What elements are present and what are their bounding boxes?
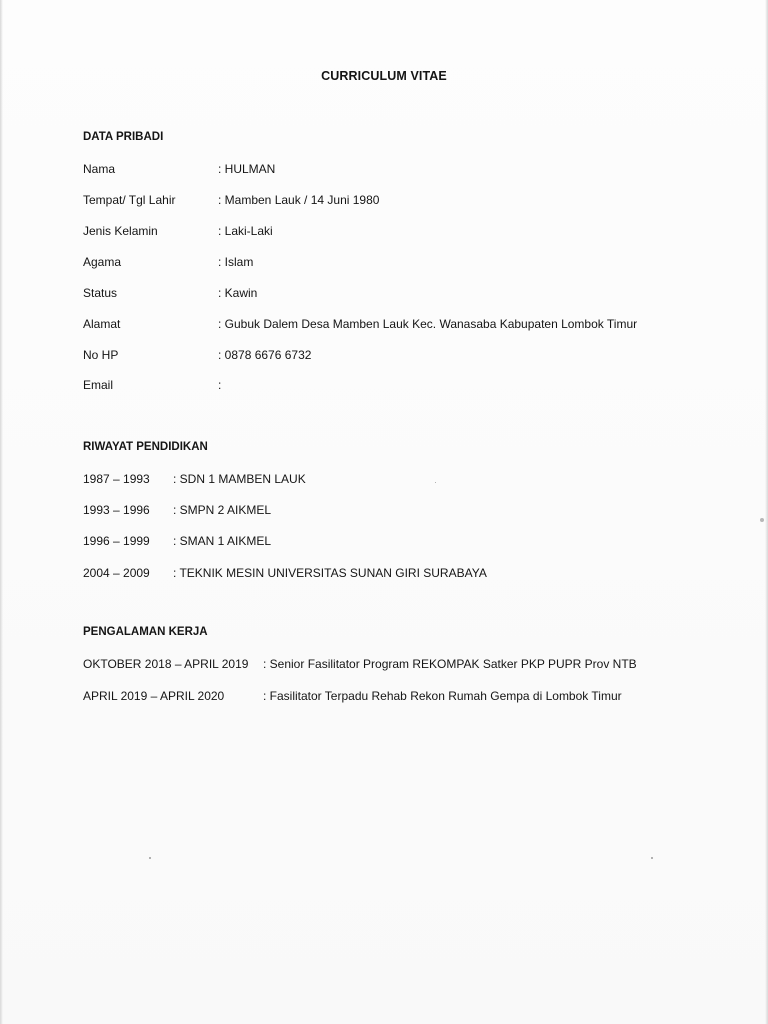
scan-speck	[651, 857, 653, 859]
education-period: 1993 – 1996	[83, 503, 150, 517]
field-value: : Gubuk Dalem Desa Mamben Lauk Kec. Wanasaba Kabupaten Lombok Timur	[218, 317, 638, 331]
field-value: : Mamben Lauk / 14 Juni 1980	[218, 193, 380, 207]
field-label: No HP	[83, 348, 119, 362]
personal-data-heading: DATA PRIBADI	[83, 131, 164, 143]
education-school: : SMPN 2 AIKMEL	[173, 503, 272, 517]
field-label: Tempat/ Tgl Lahir	[83, 193, 176, 207]
field-value: : Laki-Laki	[218, 224, 273, 238]
education-school: : TEKNIK MESIN UNIVERSITAS SUNAN GIRI SURABAYA	[173, 566, 487, 580]
field-label: Email	[83, 378, 114, 392]
work-position: : Senior Fasilitator Program REKOMPAK Satker PKP PUPR Prov NTB	[263, 657, 637, 671]
scan-speck	[435, 482, 436, 483]
work-period: APRIL 2019 – APRIL 2020	[83, 689, 225, 703]
work-period: OKTOBER 2018 – APRIL 2019	[83, 657, 249, 671]
field-value: :	[218, 378, 222, 392]
field-value: : Islam	[218, 255, 254, 269]
work-experience-heading: PENGALAMAN KERJA	[83, 626, 208, 638]
field-value: : Kawin	[218, 286, 258, 300]
education-period: 1996 – 1999	[83, 534, 150, 548]
work-position: : Fasilitator Terpadu Rehab Rekon Rumah Gempa di Lombok Timur	[263, 689, 622, 703]
field-label: Alamat	[83, 317, 121, 331]
scan-edge-left	[0, 0, 3, 1024]
field-label: Agama	[83, 255, 122, 269]
field-label: Jenis Kelamin	[83, 224, 158, 238]
education-period: 1987 – 1993	[83, 472, 150, 486]
field-label: Status	[83, 286, 118, 300]
education-school: : SDN 1 MAMBEN LAUK	[173, 472, 306, 486]
field-value: : HULMAN	[218, 162, 276, 176]
scan-speck	[149, 857, 151, 859]
field-label: Nama	[83, 162, 116, 176]
education-school: : SMAN 1 AIKMEL	[173, 534, 272, 548]
education-period: 2004 – 2009	[83, 566, 150, 580]
document-title: CURRICULUM VITAE	[321, 69, 447, 83]
scan-speck	[760, 518, 764, 522]
education-heading: RIWAYAT PENDIDIKAN	[83, 441, 208, 453]
field-value: : 0878 6676 6732	[218, 348, 312, 362]
